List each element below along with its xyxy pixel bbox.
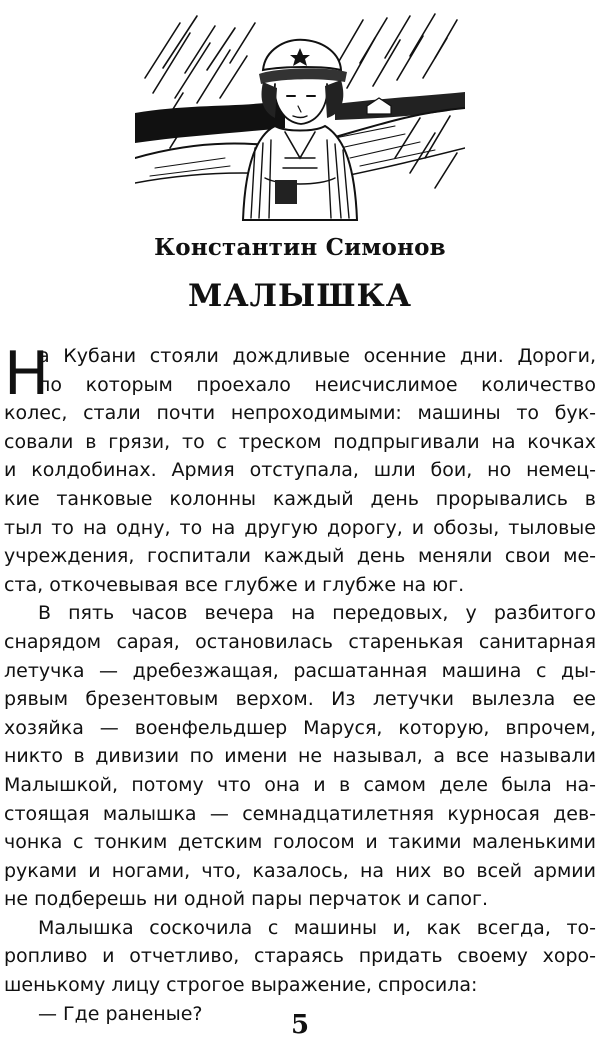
text-line: совали в грязи, то с треском подпрыгивали на кочках — [4, 430, 596, 453]
text-line: шенькому лицу строгое выражение, спросила: — [4, 974, 478, 997]
text-line: и колдобинах. Армия отступала, шли бои, но немец- — [4, 459, 596, 482]
text-line: — Где раненые? — [38, 1002, 203, 1025]
text-line: стоящая малышка — семнадцатилетняя курносая дев- — [4, 802, 596, 825]
text-line: В пять часов вечера на передовых, у разбитого — [38, 602, 596, 625]
story-text — [4, 339, 596, 1028]
text-line: не подберешь ни одной пары перчаток и сапог. — [4, 888, 489, 911]
text-line: тыл то на одну, то на другую дорогу, и обозы, тыловые — [4, 516, 596, 539]
illustration — [135, 8, 465, 223]
text-line: Малышкой, потому что она и в самом деле была на- — [4, 773, 596, 796]
text-line: а Кубани стояли дождливые осенние дни. Дороги, — [38, 345, 596, 367]
text-line: ропливо и отчетливо, стараясь придать своему хоро- — [4, 945, 596, 968]
author-name: Константин Симонов — [154, 234, 446, 261]
text-line: хозяйка — военфельдшер Маруся, которую, впрочем, — [4, 716, 596, 739]
text-line: Малышка соскочила с машины и, как всегда, то- — [38, 916, 596, 939]
text-line: никто в дивизии по имени не называл, а все называли — [4, 745, 596, 768]
text-line: ста, откочевывая все глубже и глубже на юг. — [4, 573, 465, 596]
text-line: колес, стали почти непроходимыми: машины то бук- — [4, 402, 596, 425]
text-line: рявым брезентовым верхом. Из летучки вылезла ее — [4, 688, 596, 711]
text-line: по которым проехало неисчислимое количество — [38, 373, 596, 396]
page-number: 5 — [290, 1010, 310, 1040]
text-line: кие танковые колонны каждый день прорывались в — [4, 487, 596, 510]
text-line: учреждения, госпитали каждый день меняли свои ме- — [4, 545, 596, 568]
story-title: МАЛЫШКА — [188, 278, 412, 314]
text-line: летучка — дребезжащая, расшатанная машина с ды- — [4, 659, 596, 682]
text-line: снарядом сарая, остановилась старенькая санитарная — [4, 630, 596, 653]
text-line: руками и ногами, что, казалось, на них во всей армии — [4, 859, 596, 882]
drop-cap: Н — [4, 339, 50, 409]
text-line: чонка с тонким детским голосом и такими маленькими — [4, 831, 596, 854]
